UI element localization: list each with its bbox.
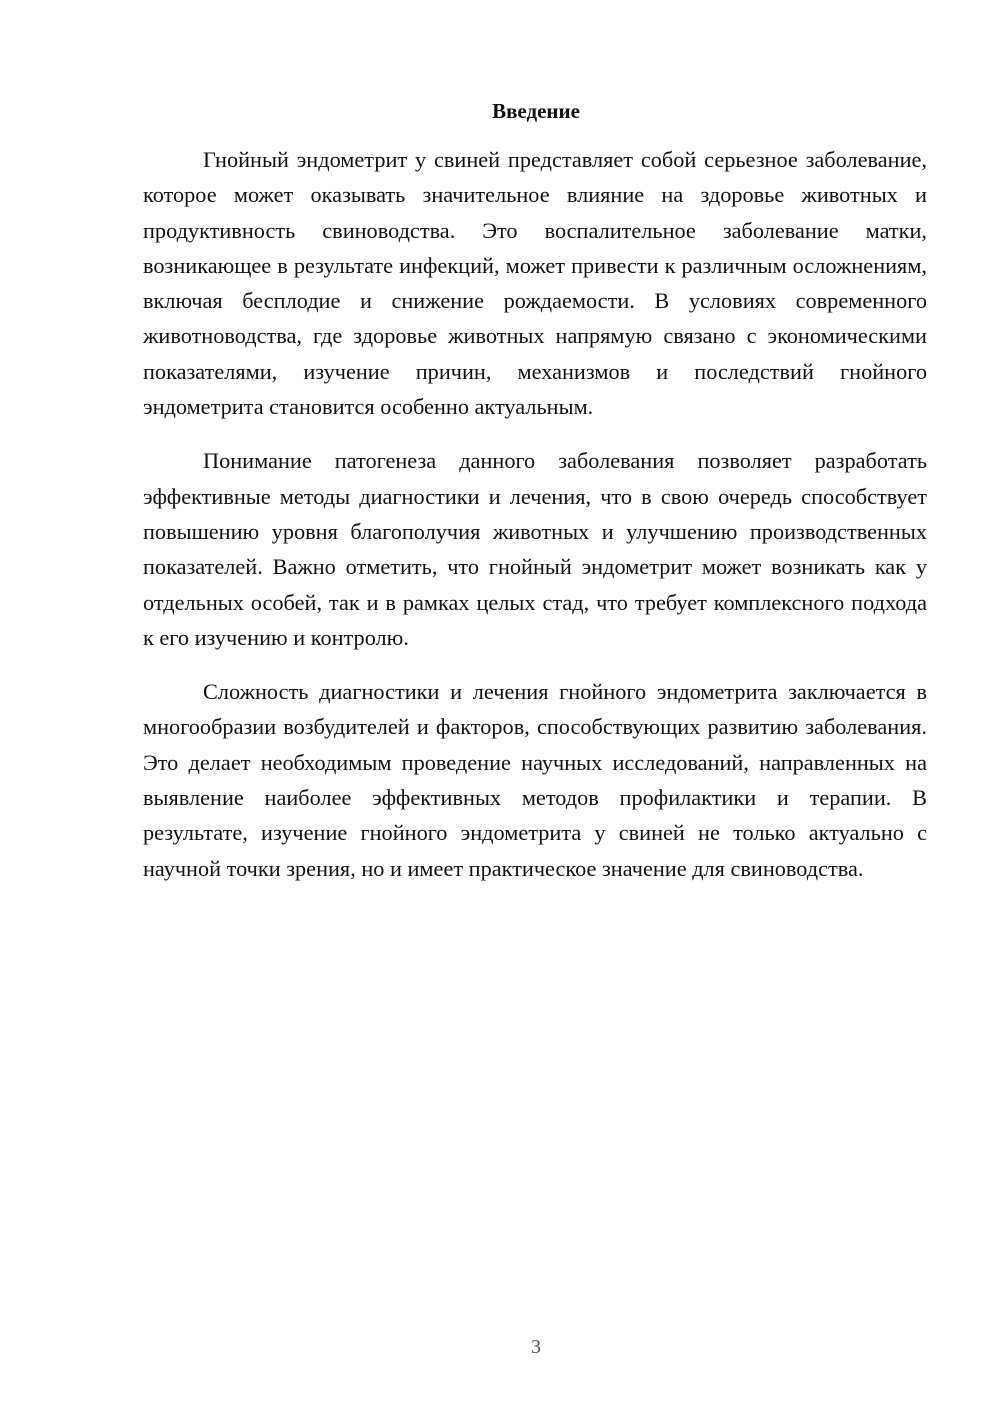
- paragraph-3: Сложность диагностики и лечения гнойного эндометрита заключается в многообразии возбудителей и факторов, способствующих развитию заболевания. Это делает необходимым проведение научных исследований, направленных на выявление наиболее эффективных методов профилактики и терапии. В результате, изучение гнойного эндометрита у свиней не только актуально с научной точки зрения, но и имеет практическое значение для свиноводства.: [143, 679, 927, 881]
- section-title: Введение: [492, 99, 580, 123]
- page-number: 3: [531, 1336, 541, 1358]
- paragraph-1: Гнойный эндометрит у свиней представляет собой серьезное заболевание, которое может оказывать значительное влияние на здоровье животных и продуктивность свиноводства. Это воспалительное заболевание матки, возникающее в результате инфекций, может привести к различным осложнениям, включая бесплодие и снижение рождаемости. В условиях современного животноводства, где здоровье животных напрямую связано с экономическими показателями, изучение причин, механизмов и последствий гнойного эндометрита становится особенно актуальным.: [143, 147, 927, 420]
- document-body: [143, 142, 927, 905]
- paragraph-2: Понимание патогенеза данного заболевания позволяет разработать эффективные методы диагностики и лечения, что в свою очередь способствует повышению уровня благополучия животных и улучшению производственных показателей. Важно отметить, что гнойный эндометрит может возникать как у отдельных особей, так и в рамках целых стад, что требует комплексного подхода к его изучению и контролю.: [143, 448, 927, 650]
